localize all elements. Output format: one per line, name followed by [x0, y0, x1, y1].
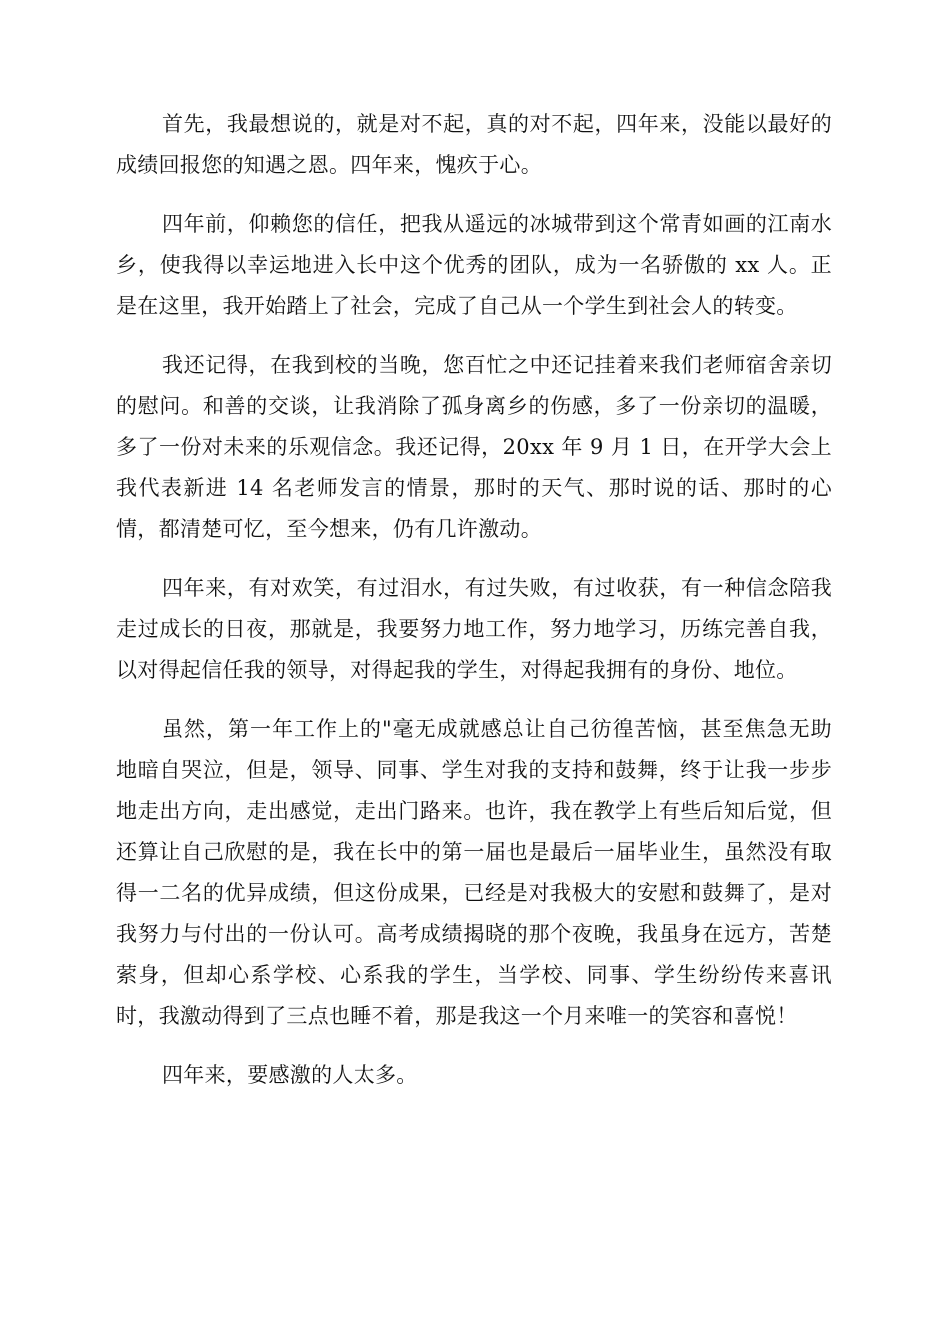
- paragraph-6: 四年来，要感激的人太多。: [162, 1063, 418, 1087]
- paragraph-5: 虽然，第一年工作上的"毫无成就感总让自己彷徨苦恼，甚至焦急无助地暗自哭泣，但是，领导、同事、学生对我的支持和鼓舞，终于让我一步步地走出方向，走出感觉，走出门路来。也许，我在教学上有些后知后觉，但还算让自己欣慰的是，我在长中的第一届也是最后一届毕业生，虽然没有取得一二名的优异成绩，但这份成果，已经是对我极大的安慰和鼓舞了，是对我努力与付出的一份认可。高考成绩揭晓的那个夜晚，我虽身在远方，苦楚萦身，但却心系学校、心系我的学生，当学校、同事、学生纷纷传来喜讯时，我激动得到了三点也睡不着，那是我这一个月来唯一的笑容和喜悦！: [116, 717, 832, 1028]
- paragraph-1: 首先，我最想说的，就是对不起，真的对不起，四年来，没能以最好的成绩回报您的知遇之恩。四年来，愧疚于心。: [116, 112, 832, 177]
- paragraph-3: 我还记得，在我到校的当晚，您百忙之中还记挂着来我们老师宿舍亲切的慰问。和善的交谈，让我消除了孤身离乡的伤感，多了一份亲切的温暖，多了一份对未来的乐观信念。我还记得，20xx 年 9 月 1 日，在开学大会上我代表新进 14 名老师发言的情景，那时的天气、那时说的话、那时的心情，都清楚可忆，至今想来，仍有几许激动。: [116, 353, 832, 541]
- paragraph-2: 四年前，仰赖您的信任，把我从遥远的冰城带到这个常青如画的江南水乡，使我得以幸运地进入长中这个优秀的团队，成为一名骄傲的 xx 人。正是在这里，我开始踏上了社会，完成了自己从一个学生到社会人的转变。: [116, 212, 832, 318]
- document-body: [116, 104, 832, 1114]
- paragraph-4: 四年来，有对欢笑，有过泪水，有过失败，有过收获，有一种信念陪我走过成长的日夜，那就是，我要努力地工作，努力地学习，历练完善自我，以对得起信任我的领导，对得起我的学生，对得起我拥有的身份、地位。: [116, 576, 832, 682]
